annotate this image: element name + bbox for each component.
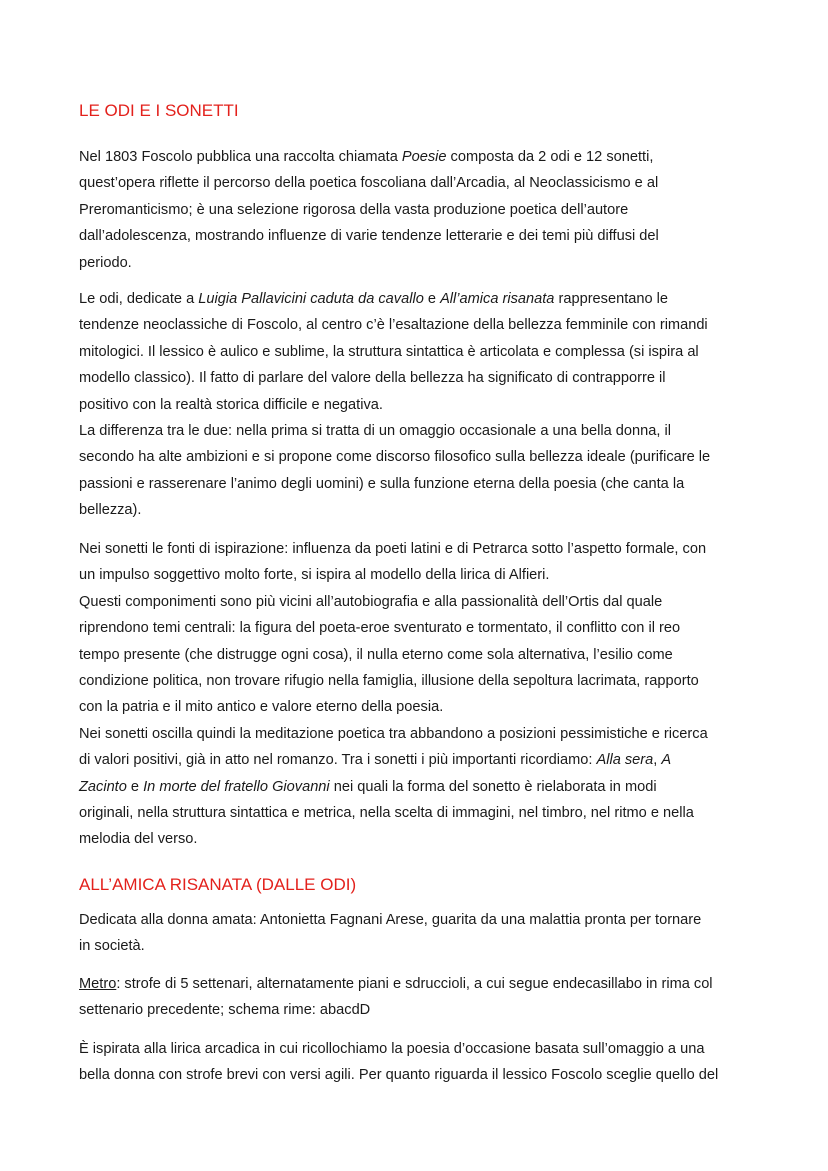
- text-line: tendenze neoclassiche di Foscolo, al centro c’è l’esaltazione della bellezza femminile con rimandi: [79, 317, 708, 334]
- text-line: bella donna con strofe brevi con versi agili. Per quanto riguarda il lessico Foscolo sceglie quello del: [79, 1067, 719, 1084]
- emphasized-text: Alla sera: [596, 752, 654, 769]
- text-line: secondo ha alte ambizioni e si propone come discorso filosofico sulla bellezza ideale (purificare le: [79, 449, 711, 466]
- text-line: melodia del verso.: [79, 831, 198, 848]
- text-line: Nei sonetti le fonti di ispirazione: influenza da poeti latini e di Petrarca sotto l’aspetto formale, con: [79, 541, 707, 557]
- text-line: Questi componimenti sono più vicini all’autobiografia e alla passionalità dell’Ortis dal quale: [79, 593, 663, 610]
- text-line: [79, 144, 751, 170]
- text-line: originali, nella struttura sintattica e metrica, nella scelta di immagini, nel timbro, nel ritmo e nella: [79, 804, 694, 821]
- text-line: tempo presente (che distrugge ogni cosa), il nulla eterno come sola alternativa, l’esilio come: [79, 646, 673, 663]
- text-line: in società.: [79, 938, 145, 955]
- text-line: Nei sonetti oscilla quindi la meditazione poetica tra abbandono a posizioni pessimistiche e ricerca: [79, 725, 708, 742]
- text-segment: rappresentano le: [554, 291, 669, 307]
- text-line: modello classico). Il fatto di parlare del valore della bellezza ha significato di contrapporre il: [79, 370, 666, 387]
- paragraph-dedica: [79, 907, 751, 960]
- text-line: mitologici. Il lessico è aulico e sublime, la struttura sintattica è articolata e complessa (si ispira al: [79, 343, 699, 360]
- text-line: positivo con la realtà storica difficile e negativa.: [79, 396, 383, 413]
- text-line: È ispirata alla lirica arcadica in cui ricollochiamo la poesia d’occasione basata sull’omaggio a una: [79, 1041, 705, 1057]
- text-line: [79, 774, 751, 800]
- text-segment: : strofe di 5 settenari, alternatamente piani e sdruccioli, a cui segue endecasillabo in rima col: [116, 976, 713, 992]
- emphasized-text: All’amica risanata: [440, 291, 555, 307]
- text-line: con la patria e il mito antico e valore eterno della poesia.: [79, 699, 444, 716]
- text-segment: e: [126, 778, 144, 795]
- paragraph-intro: [79, 144, 751, 276]
- text-line: riprendono temi centrali: la figura del poeta-eroe sventurato e tormentato, il conflitto con il reo: [79, 620, 681, 637]
- emphasized-text: Luigia Pallavicini caduta da cavallo: [198, 291, 424, 307]
- text-segment: composta da 2 odi e 12 sonetti,: [446, 149, 654, 165]
- text-segment: di valori positivi, già in atto nel romanzo. Tra i sonetti i più importanti ricordiamo:: [79, 752, 597, 769]
- text-line: dall’adolescenza, mostrando influenze di varie tendenze letterarie e dei temi più diffusi del: [79, 228, 659, 245]
- text-segment: ,: [653, 752, 662, 769]
- section-title-amica-risanata: ALL’AMICA RISANATA (DALLE ODI): [79, 875, 357, 894]
- text-line: bellezza).: [79, 502, 142, 519]
- paragraph-ispirazione: [79, 1036, 751, 1089]
- text-line: condizione politica, non trovare rifugio nella famiglia, illusione della sepoltura lacrimata, rapporto: [79, 672, 699, 689]
- text-line: periodo.: [79, 254, 132, 271]
- text-line: un impulso soggettivo molto forte, si ispira al modello della lirica di Alfieri.: [79, 567, 550, 584]
- emphasized-text: In morte del fratello Giovanni: [143, 778, 330, 795]
- emphasized-text: Poesie: [401, 149, 447, 165]
- text-line: La differenza tra le due: nella prima si tratta di un omaggio occasionale a una bella donna, il: [79, 422, 671, 439]
- text-line: Dedicata alla donna amata: Antonietta Fagnani Arese, guarita da una malattia pronta per tornare: [79, 912, 702, 928]
- text-line: settenario precedente; schema rime: abacdD: [79, 1002, 371, 1019]
- emphasized-text: Metro: [79, 976, 117, 992]
- text-line: [79, 971, 751, 997]
- emphasized-text: Zacinto: [79, 778, 127, 795]
- emphasized-text: A: [661, 752, 672, 769]
- text-segment: Le odi, dedicate a: [79, 291, 199, 307]
- text-line: quest’opera riflette il percorso della poetica foscoliana dall’Arcadia, al Neoclassicismo e al: [79, 175, 659, 192]
- text-segment: nei quali la forma del sonetto è rielaborata in modi: [329, 778, 657, 795]
- paragraph-odi: [79, 286, 751, 524]
- text-line: [79, 747, 751, 773]
- text-line: Preromanticismo; è una selezione rigorosa della vasta produzione poetica dell’autore: [79, 201, 629, 218]
- paragraph-sonetti: [79, 536, 751, 853]
- text-segment: Nel 1803 Foscolo pubblica una raccolta chiamata: [79, 149, 402, 165]
- text-line: [79, 286, 751, 312]
- section-title-odi-sonetti: LE ODI E I SONETTI: [79, 101, 239, 120]
- paragraph-metro: [79, 971, 751, 1024]
- text-segment: e: [423, 291, 441, 307]
- text-line: passioni e rasserenare l’animo degli uomini) e sulla funzione eterna della poesia (che canta la: [79, 475, 685, 492]
